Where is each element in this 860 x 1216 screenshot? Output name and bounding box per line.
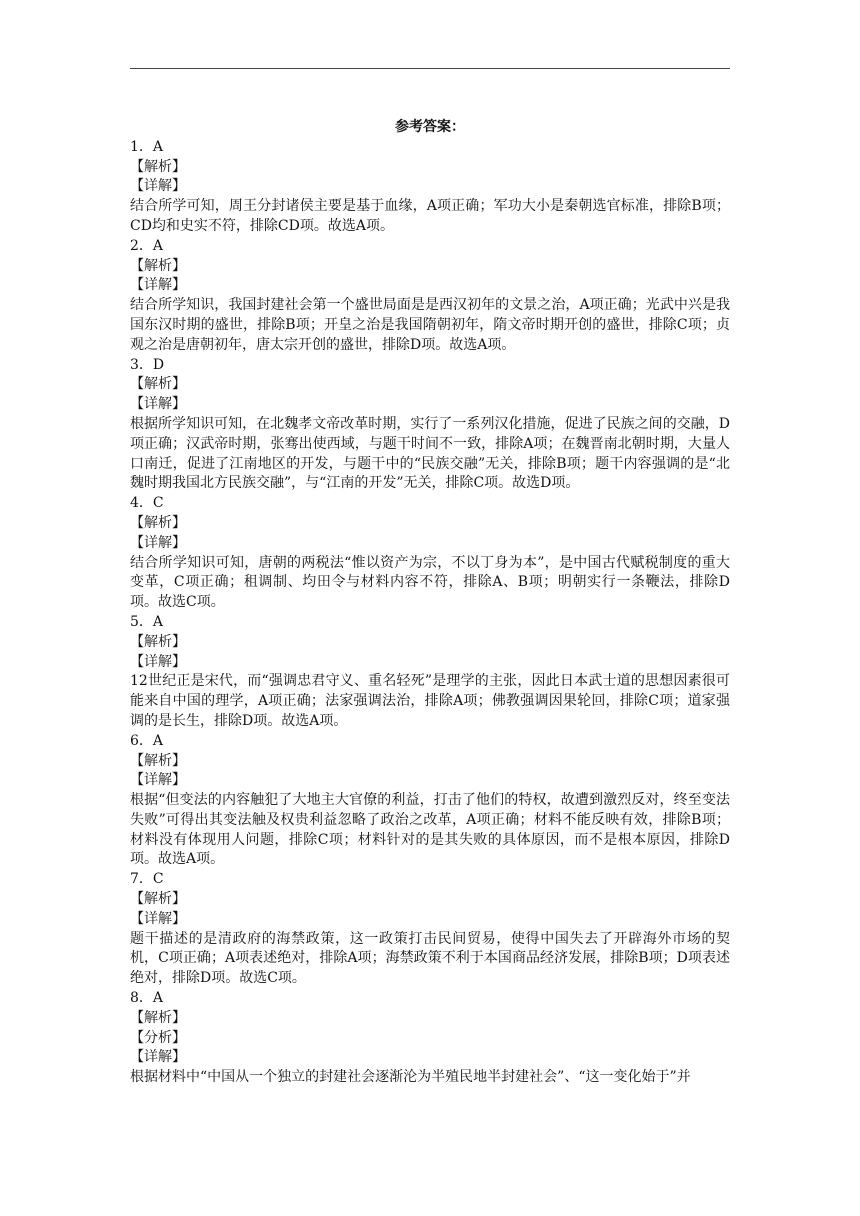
analysis-label: 【解析】 xyxy=(130,752,186,769)
answer-item xyxy=(130,356,730,495)
answer-body: 12世纪正是宋代，而“强调忠君守义、重名轻死”是理学的主张，因此日本武士道的思想因素很可能来自中国的理学，A项正确；法家强调法治，排除A项；佛教强调因果轮回，排除C项；道家强调的是长生，排除D项。故选A项。 xyxy=(130,673,730,729)
answer-item xyxy=(130,870,730,989)
answer-head: 1．A xyxy=(130,138,164,155)
answer-head: 5．A xyxy=(130,613,164,630)
answer-item xyxy=(130,613,730,732)
detail-label: 【详解】 xyxy=(130,653,186,670)
answer-body: 结合所学知识可知，唐朝的两税法“惟以资产为宗，不以丁身为本”，是中国古代赋税制度的重大变革，C项正确；租调制、均田令与材料内容不符，排除A、B项；明朝实行一条鞭法，排除D项。故选C项。 xyxy=(130,554,730,611)
answer-item xyxy=(130,494,730,613)
answer-head: 8．A xyxy=(130,990,164,1007)
answer-head: 4．C xyxy=(130,495,164,512)
detail-label: 【详解】 xyxy=(130,534,186,551)
analysis-label: 【解析】 xyxy=(130,158,186,175)
answer-content xyxy=(130,118,730,1088)
detail-label: 【详解】 xyxy=(130,1049,186,1066)
analysis-label: 【解析】 xyxy=(130,376,186,393)
answer-body: 结合所学可知，周王分封诸侯主要是基于血缘，A项正确；军功大小是秦朝选官标准，排除B项；CD均和史实不符，排除CD项。故选A项。 xyxy=(130,198,730,234)
detail-label: 【详解】 xyxy=(130,396,186,413)
answer-item xyxy=(130,732,730,871)
answer-body: 根据“但变法的内容触犯了大地主大官僚的利益，打击了他们的特权，故遭到激烈反对，终至变法失败”可得出其变法触及权贵利益忽略了政治之改革，A项正确；材料不能反映有效，排除B项；材料没有体现用人问题，排除C项；材料针对的是其失败的具体原因，而不是根本原因，排除D项。故选A项。 xyxy=(130,792,730,868)
answer-item xyxy=(130,138,730,237)
detail-label: 【详解】 xyxy=(130,277,186,294)
answer-head: 2．A xyxy=(130,237,164,254)
answer-body: 根据所学知识可知，在北魏孝文帝改革时期，实行了一系列汉化措施，促进了民族之间的交融，D项正确；汉武帝时期，张骞出使西域，与题干时间不一致，排除A项；在魏晋南北朝时期，大量人口南迁，促进了江南地区的开发，与题干中的“民族交融”无关，排除B项；题干内容强调的是“北魏时期我国北方民族交融”，与“江南的开发”无关，排除C项。故选D项。 xyxy=(130,415,730,492)
answer-item xyxy=(130,237,730,356)
analysis-label: 【解析】 xyxy=(130,1009,186,1026)
answer-head: 7．C xyxy=(130,871,164,888)
answer-item xyxy=(130,989,730,1088)
answer-head: 6．A xyxy=(130,732,164,749)
header-rule xyxy=(130,68,730,69)
analysis-label: 【解析】 xyxy=(130,633,186,650)
detail-label: 【详解】 xyxy=(130,910,186,927)
analysis-label: 【解析】 xyxy=(130,514,186,531)
answer-body: 结合所学知识，我国封建社会第一个盛世局面是是西汉初年的文景之治，A项正确；光武中兴是我国东汉时期的盛世，排除B项；开皇之治是我国隋朝初年，隋文帝时期开创的盛世，排除C项；贞观之治是唐朝初年，唐太宗开创的盛世，排除D项。故选A项。 xyxy=(130,297,730,353)
page-title: 参考答案： xyxy=(395,119,465,135)
answer-body: 题干描述的是清政府的海禁政策，这一政策打击民间贸易，使得中国失去了开辟海外市场的契机，C项正确；A项表述绝对，排除A项；海禁政策不利于本国商品经济发展，排除B项；D项表述绝对，排除D项。故选C项。 xyxy=(130,930,730,987)
answer-head: 3．D xyxy=(130,356,165,373)
detail-label: 【详解】 xyxy=(130,178,186,195)
analysis-label: 【分析】 xyxy=(130,1029,186,1046)
answer-body: 根据材料中“中国从一个独立的封建社会逐渐沦为半殖民地半封建社会”、“这一变化始于”并 xyxy=(130,1069,691,1086)
analysis-label: 【解析】 xyxy=(130,891,186,908)
detail-label: 【详解】 xyxy=(130,772,186,789)
analysis-label: 【解析】 xyxy=(130,257,186,274)
